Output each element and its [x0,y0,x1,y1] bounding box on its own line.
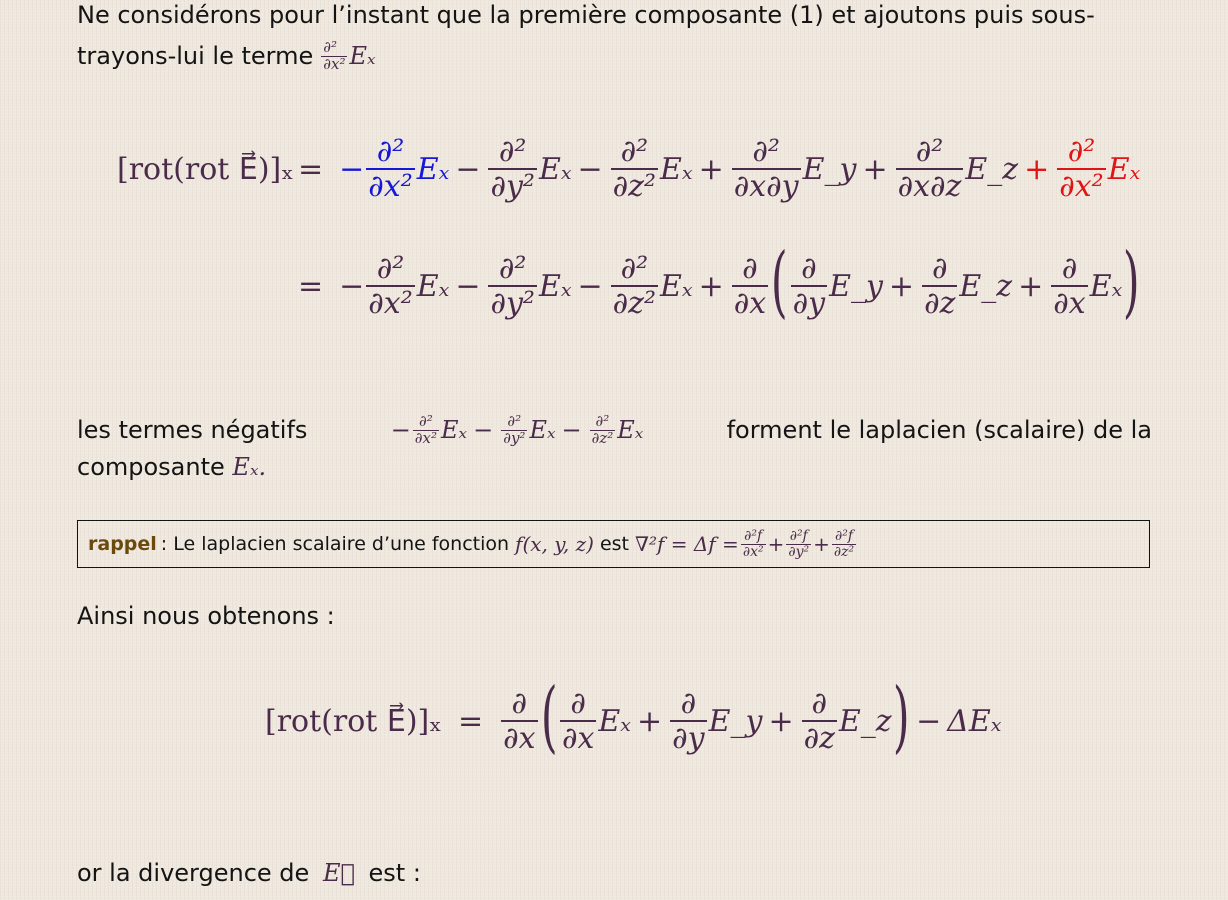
fraction [791,252,827,320]
right-paren: ) [1123,237,1140,327]
frac-den: ∂x² [414,429,438,447]
minus-sign: − [455,151,481,187]
frac-den: ∂x∂y [733,169,799,204]
equation-1-line-b [117,237,1141,327]
frac-den: ∂x² [323,55,346,73]
eq1b-term-dy [789,252,883,320]
plus-sign: + [698,268,724,304]
fraction [802,687,837,755]
intro-fraction [321,40,347,73]
frac-num: ∂²f [741,529,766,545]
frac-den: ∂x∂z [897,169,962,204]
neg-line-2 [77,449,1152,486]
fraction [413,414,439,447]
frac-den: ∂y² [503,429,526,447]
rappel-keyword: rappel [88,533,157,555]
minus-sign: − [455,268,481,304]
eq1b-term-dx2 [339,252,449,320]
fraction [670,687,706,755]
fraction [611,252,658,320]
frac-num: ∂² [366,135,414,170]
minus-sign: − [561,416,582,444]
intro-line-2-text: trayons-lui le terme [77,42,314,70]
eq1-term-subtracted [1055,135,1140,203]
eq1b-term-dz [920,252,1012,320]
eq1b-term-dz2 [609,252,693,320]
neg-inline-math [391,412,644,449]
Ex: Eₓ [416,268,450,304]
Ex: Eₓ [538,151,572,187]
eq1-equals: = [298,151,324,187]
frac-den: ∂z [924,286,956,321]
eq1-term-added [339,135,449,203]
frac-den: ∂x [503,721,536,756]
plus-sign: + [636,703,663,739]
frac-num: ∂ [922,252,957,287]
rappel-box [77,520,1150,568]
frac-den: ∂y² [788,543,810,560]
eq1-term-dxdz [894,135,1018,203]
Ey: E_y [708,703,763,739]
fraction [896,135,964,203]
fraction [786,529,811,559]
fraction [1051,252,1087,320]
right-paren: ) [892,672,910,762]
frac-num: ∂ [1051,252,1087,287]
fraction [922,252,957,320]
rappel-formula [635,529,858,559]
frac-num: ∂² [611,135,658,170]
left-paren: ( [540,672,558,762]
Ey: E_y [802,151,857,187]
frac-den: ∂x² [368,286,413,321]
frac-den: ∂x² [368,169,413,204]
frac-num: ∂² [321,40,347,57]
fraction [488,135,537,203]
plus-sign: + [813,532,830,556]
fraction [741,529,766,559]
eq1b-term-dx [1049,252,1122,320]
frac-den: ∂x² [742,543,764,560]
eq2-term-dy [668,687,762,755]
eq2-equals: = [457,703,484,739]
frac-den: ∂z [803,721,835,756]
fraction [366,252,414,320]
frac-den: ∂z² [833,543,855,560]
plus-sign: + [1018,268,1044,304]
fraction-d-dx [732,252,768,320]
frac-num: ∂ [560,687,596,722]
intro-line-2 [77,38,1152,75]
eq1b-term-dy2 [486,252,571,320]
intro-line-1: Ne considérons pour l’instant que la première composante (1) et ajoutons puis sous- [77,1,1095,29]
plus-sign: + [767,532,785,556]
plus-sign: + [862,151,888,187]
equation-1-line-a [117,135,1140,203]
plus-sign: + [698,151,724,187]
rappel-text: : Le laplacien scalaire d’une fonction [160,533,510,555]
left-paren: ( [771,237,788,327]
frac-num: ∂² [488,135,537,170]
Ex: Eₓ [617,416,644,444]
frac-den: ∂x [561,721,595,756]
plus-sign: + [768,703,794,739]
frac-den: ∂z² [612,286,657,321]
fraction [560,687,596,755]
frac-num: ∂ [670,687,706,722]
div-math: E⃗ [322,859,355,887]
Ex: Eₓ [660,268,693,304]
fraction [611,135,658,203]
Ex: Eₓ [441,416,468,444]
fraction [732,135,801,203]
eq1-term-dy2 [486,135,571,203]
intro-Ex: Eₓ [349,42,376,70]
fraction [832,529,856,559]
fraction [501,414,527,447]
minus-sign: − [339,151,365,187]
minus-sign: − [577,151,603,187]
fraction [488,252,537,320]
eq2-term-dx [558,687,631,755]
div-text-after: est : [368,859,421,887]
Ex: Eₓ [598,703,631,739]
fraction [1057,135,1105,203]
neg-line-1 [77,412,1152,449]
fraction [590,414,616,447]
eq1-term-dxdy [730,135,857,203]
plus-sign-red: + [1024,151,1050,187]
ainsi-paragraph: Ainsi nous obtenons : [77,602,335,630]
frac-den: ∂y [792,286,826,321]
frac-num: ∂ [501,687,537,722]
intro-paragraph [77,0,1152,75]
frac-num: ∂² [611,252,658,287]
eq2-term-dz [800,687,892,755]
Ex: Eₓ [660,151,693,187]
frac-num: ∂² [501,414,527,431]
Ez: E_z [965,151,1019,187]
frac-den: ∂x [1053,286,1086,321]
frac-num: ∂² [896,135,964,170]
frac-den: ∂z² [612,169,657,204]
frac-num: ∂² [366,252,414,287]
negative-terms-paragraph [77,412,1152,486]
Ez: E_z [838,703,892,739]
eq1-term-dz2 [609,135,693,203]
frac-num: ∂ [732,252,768,287]
neg-line-2-math: Eₓ. [232,453,267,481]
Ex: Eₓ [1107,151,1141,187]
frac-den: ∂y² [490,286,535,321]
neg-line-2-text: composante [77,453,225,481]
minus-sign: − [390,416,411,444]
frac-num: ∂² [590,414,616,431]
Ex: Eₓ [416,151,450,187]
delta-Ex: ΔEₓ [947,703,1002,739]
neg-text-after: forment le laplacien (scalaire) de la [726,416,1152,444]
minus-sign: − [916,703,942,739]
frac-num: ∂ [791,252,827,287]
Ex: Eₓ [529,416,556,444]
eq2-lhs: [rot(rot E⃗)]ₓ [265,703,442,739]
frac-den: ∂y² [490,169,535,204]
frac-num: ∂² [488,252,537,287]
Ex: Eₓ [1089,268,1123,304]
plus-sign: + [888,268,915,304]
frac-num: ∂² [1057,135,1105,170]
frac-num: ∂²f [832,529,856,545]
div-text-before: or la divergence de [77,859,310,887]
frac-den: ∂y [672,721,705,756]
fraction-d-dx [501,687,537,755]
equation-2 [265,672,1002,762]
eq1-lhs: [rot(rot E⃗)]ₓ [117,151,294,187]
minus-sign: − [339,268,365,304]
rappel-nabla-lhs: ∇²f = Δf = [635,532,739,556]
minus-sign: − [577,268,603,304]
Ez: E_z [959,268,1013,304]
frac-num: ∂ [802,687,837,722]
frac-num: ∂² [732,135,801,170]
divergence-paragraph [77,855,1152,892]
frac-den: ∂x² [1059,169,1104,204]
eq1b-equals: = [298,268,324,304]
neg-text-before: les termes négatifs [77,416,308,444]
frac-den: ∂z² [591,429,614,447]
rappel-function: f(x, y, z) [515,532,594,556]
frac-num: ∂²f [786,529,811,545]
Ey: E_y [829,268,883,304]
fraction [366,135,414,203]
minus-sign: − [473,416,494,444]
frac-num: ∂² [413,414,439,431]
frac-den: ∂x [733,286,767,321]
rappel-text-2: est [599,533,629,555]
Ex: Eₓ [538,268,572,304]
